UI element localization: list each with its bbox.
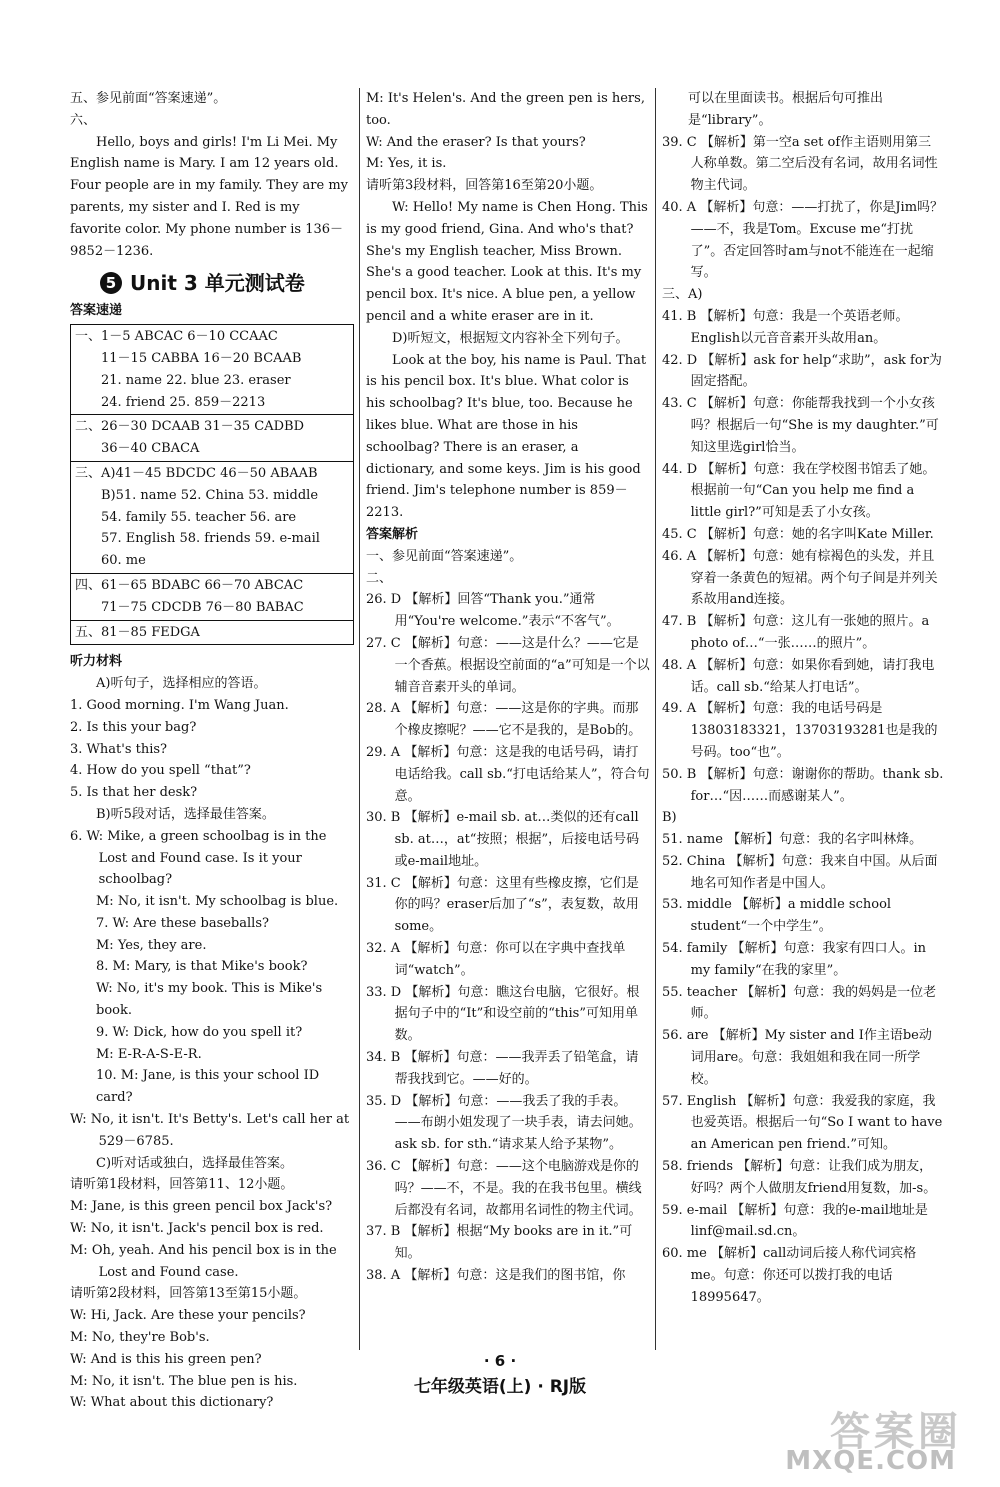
answer-line: 21. name 22. blue 23. eraser xyxy=(101,372,291,388)
text-line: 29. A 【解析】句意：这是我的电话号码，请打电话给我。call sb.“打电话给某人”，符合句意。 xyxy=(366,744,650,804)
text-line: 32. A 【解析】句意：你可以在字典中查找单词“watch”。 xyxy=(366,941,626,978)
listening-material xyxy=(70,673,354,1414)
text-line: 31. C 【解析】句意：这里有些橡皮擦，它们是你的吗？eraser后加了“s”，表复数，故用some。 xyxy=(366,875,639,935)
text-line: M: No, it isn't. The blue pen is his. xyxy=(70,1373,298,1389)
text-line: 一、参见前面“答案速递”。 xyxy=(366,548,523,564)
answer-line: 五、81－85 FEDGA xyxy=(75,624,200,640)
answer-line: 一、1－5 ABCAC 6－10 CCAAC xyxy=(75,329,278,345)
text-line: M: Yes, they are. xyxy=(96,937,207,953)
text-line: 二、 xyxy=(366,570,393,586)
column-divider xyxy=(359,88,360,1350)
text-line: 10. M: Jane, is this your school ID card? xyxy=(96,1068,324,1106)
text-line: W: Hi, Jack. Are these your pencils? xyxy=(70,1308,306,1324)
page-footer-title: 七年级英语(上) · RJ版 xyxy=(413,1377,587,1397)
text-line: W: What about this dictionary? xyxy=(70,1395,274,1411)
text-line: 可以在里面读书。根据后句可推出是“library”。 xyxy=(688,91,884,128)
answer-line: 71－75 CDCDB 76－80 BABAC xyxy=(101,599,304,615)
text-line: W: No, it isn't. Jack's pencil box is red. xyxy=(70,1221,324,1237)
answer-row xyxy=(71,415,353,462)
text-line: B)听5段对话，选择最佳答案。 xyxy=(96,806,275,822)
text-line: 30. B 【解析】e-mail sb. at…类似的还有call sb. at…，at“按照；根据”，后接电话号码或e-mail地址。 xyxy=(366,810,643,869)
text-line: 7. W: Are these baseballs? xyxy=(96,915,269,931)
unit-heading xyxy=(100,266,354,300)
text-line: 33. D 【解析】句意：瞧这台电脑，它很好。根据句子中的“It”和设空前的“this”可知用单数。 xyxy=(366,984,640,1044)
text-line: 28. A 【解析】句意：——这是你的字典。而那个橡皮擦呢？——它不是我的，是Bob的。 xyxy=(366,701,642,739)
text-line: 59. e-mail 【解析】句意：我的e-mail地址是linf@mail.sd.cn。 xyxy=(662,1202,928,1240)
text-line: 36. C 【解析】句意：——这个电脑游戏是你的吗？——不，不是。我的在我书包里。横线后都没有名词，故都用名词性的物主代词。 xyxy=(366,1159,642,1218)
text-line: 50. B 【解析】句意：谢谢你的帮助。thank sb. for…“因……而感谢某人”。 xyxy=(662,766,948,804)
text-line: 41. B 【解析】句意：我是一个英语老师。English以元音音素开头故用an。 xyxy=(662,308,909,346)
text-line: 六、 xyxy=(70,112,97,128)
text-line: 44. D 【解析】句意：我在学校图书馆丢了她。根据前一句“Can you help me find a little girl?”可知是丢了小女孩。 xyxy=(662,461,936,521)
text-line: 39. C 【解析】第一空a set of作主语则用第三人称单数。第二空后没有名词，故用名词性物主代词。 xyxy=(662,134,938,194)
column-3-content xyxy=(662,88,948,1309)
text-line: C)听对话或独白，选择最佳答案。 xyxy=(96,1155,294,1171)
text-line: 45. C 【解析】句意：她的名字叫Kate Miller. xyxy=(662,526,934,542)
text-line: 47. B 【解析】句意：这儿有一张她的照片。a photo of…“一张……的照片”。 xyxy=(662,614,934,651)
text-line: 42. D 【解析】ask for help“求助”，ask for为固定搭配。 xyxy=(662,352,942,390)
unit-number-badge: 5 xyxy=(100,272,122,294)
unit-title: Unit 3 单元测试卷 xyxy=(130,271,305,296)
text-line: 43. C 【解析】句意：你能帮我找到一个小女孩吗？根据后一句“She is my daughter.”可知这里选girl恰当。 xyxy=(662,396,939,455)
answer-line: 四、61－65 BDABC 66－70 ABCAC xyxy=(75,577,304,593)
text-line: W: No, it isn't. It's Betty's. Let's call her at 529－6785. xyxy=(70,1112,354,1149)
text-line: 57. English 【解析】句意：我爱我的家庭，我也爱英语。根据后一句“So I want to have an American pen friend.”可知。 xyxy=(662,1093,947,1153)
answers-heading: 答案速递 xyxy=(70,303,123,319)
answer-line: 57. English 58. friends 59. e-mail xyxy=(101,531,320,547)
text-line: 26. D 【解析】回答“Thank you.”通常用“You're welcome.”表示“不客气”。 xyxy=(366,592,620,630)
text-line: 请听第3段材料，回答第16至第20小题。 xyxy=(366,178,603,194)
column-2-content xyxy=(366,88,650,1287)
text-line: 2. Is this your bag? xyxy=(70,719,197,735)
answer-line: 54. family 55. teacher 56. are xyxy=(101,509,297,525)
text-line: 52. China 【解析】句意：我来自中国。从后面地名可知作者是中国人。 xyxy=(662,853,938,891)
section-heading: 答案解析 xyxy=(366,526,419,542)
text-line: 请听第2段材料，回答第13至第15小题。 xyxy=(70,1286,307,1302)
text-line: W: Hello! My name is Chen Hong. This is my good friend, Gina. And who's that? She's my English teacher, Miss Brown. She's a good teacher. Look at this. It's my pencil box. It's nice. A blue pen, a yellow pencil and a white eraser are in it. xyxy=(366,199,652,324)
answer-line: 三、A)41－45 BDCDC 46－50 ABAAB xyxy=(75,465,318,481)
answer-row xyxy=(71,325,353,415)
text-line: 38. A 【解析】句意：这是我们的图书馆，你 xyxy=(366,1268,626,1284)
text-line: D)听短文，根据短文内容补全下列句子。 xyxy=(392,330,629,346)
text-line: 40. A 【解析】句意：——打扰了，你是Jim吗？——不，我是Tom。Excuse me“打扰了”。否定回答时am与not不能连在一起缩写。 xyxy=(662,199,944,281)
text-line: 60. me 【解析】call动词后接人称代词宾格me。句意：你还可以拨打我的电话18995647。 xyxy=(662,1246,917,1305)
text-line: 37. B 【解析】根据“My books are in it.”可知。 xyxy=(366,1224,633,1262)
essay-paragraph: Hello, boys and girls! I'm Li Mei. My English name is Mary. I am 12 years old. Four people are in my family. They are my parents, my sister and I. Red is my favorite color. My phone number is 136－9852－1236. xyxy=(70,134,353,259)
text-line: 1. Good morning. I'm Wang Juan. xyxy=(70,697,289,713)
text-line: 五、参见前面“答案速递”。 xyxy=(70,91,227,106)
text-line: 55. teacher 【解析】句意：我的妈妈是一位老师。 xyxy=(662,984,937,1022)
text-line: W: And is this his green pen? xyxy=(70,1351,262,1367)
text-line: 49. A 【解析】句意：我的电话号码是13803183321，13703193281也是我的号码。too“也”。 xyxy=(662,701,938,760)
answer-line: 24. friend 25. 859－2213 xyxy=(101,394,266,410)
text-line: 48. A 【解析】句意：如果你看到她，请打我电话。call sb.“给某人打电话”。 xyxy=(662,657,935,695)
text-line: 53. middle 【解析】a middle school student“一个中学生”。 xyxy=(662,897,896,935)
text-line: 54. family 【解析】句意：我家有四口人。in my family“在我的家里”。 xyxy=(662,941,931,978)
answer-line: 60. me xyxy=(101,553,146,569)
watermark-site: MXQE.COM xyxy=(785,1446,956,1476)
column-2 xyxy=(366,88,650,1287)
text-line: 34. B 【解析】句意：——我弄丢了铅笔盒，请帮我找到它。——好的。 xyxy=(366,1050,639,1087)
text-line: 56. are 【解析】My sister and I作主语be动词用are。句意：我姐姐和我在同一所学校。 xyxy=(662,1028,932,1087)
text-line: 5. Is that her desk? xyxy=(70,785,198,801)
text-line: 9. W: Dick, how do you spell it? xyxy=(96,1024,303,1040)
page-number: · 6 · xyxy=(483,1352,517,1370)
text-line: W: No, it's my book. This is Mike's book. xyxy=(96,981,327,1019)
answer-line: 二、26－30 DCAAB 31－35 CADBD xyxy=(75,419,304,435)
answer-line: 11－15 CABBA 16－20 BCAAB xyxy=(101,350,302,366)
text-line: 三、A) xyxy=(662,287,703,303)
text-line: 4. How do you spell “that”? xyxy=(70,763,251,779)
watermark-logo: 答案圈 xyxy=(830,1409,962,1455)
text-line: 27. C 【解析】句意：——这是什么？——它是一个香蕉。根据设空前面的“a”可知是一个以辅音音素开头的单词。 xyxy=(366,635,650,695)
text-line: M: No, it isn't. My schoolbag is blue. xyxy=(96,894,339,910)
answer-row xyxy=(71,462,353,574)
text-line: M: E-R-A-S-E-R. xyxy=(96,1046,202,1062)
text-line: A)听句子，选择相应的答语。 xyxy=(96,676,267,692)
text-line: B) xyxy=(662,810,677,826)
text-line: M: No, they're Bob's. xyxy=(70,1330,210,1346)
answer-line: 36－40 CBACA xyxy=(101,441,200,457)
text-line: W: And the eraser? Is that yours? xyxy=(366,134,586,150)
answer-key-box xyxy=(70,324,354,645)
text-line: M: Oh, yeah. And his pencil box is in the Lost and Found case. xyxy=(70,1242,341,1280)
answer-row xyxy=(71,621,353,645)
text-line: 58. friends 【解析】句意：让我们成为朋友，好吗？两个人做朋友friend用复数，加-s。 xyxy=(662,1159,937,1196)
text-line: M: Yes, it is. xyxy=(366,156,447,172)
text-line: 35. D 【解析】句意：——我丢了我的手表。——布朗小姐发现了一块手表，请去问她。ask sb. for sth.“请求某人给予某物”。 xyxy=(366,1093,642,1153)
answer-row xyxy=(71,574,353,621)
text-line: M: Jane, is this green pencil box Jack's? xyxy=(70,1199,333,1215)
answer-line: B)51. name 52. China 53. middle xyxy=(101,487,319,503)
text-line: Look at the boy, his name is Paul. That is his pencil box. It's blue. What color is his schoolbag? It's blue, too. Because he likes blue. What are those in his schoolbag? There is an eraser, a dictionary, and some keys. Jim is his good friend. Jim's telephone number is 859－2213. xyxy=(366,352,651,521)
column-1 xyxy=(70,88,354,1414)
text-line: 8. M: Mary, is that Mike's book? xyxy=(96,959,308,975)
text-line: 请听第1段材料，回答第11、12小题。 xyxy=(70,1177,294,1193)
column-divider xyxy=(655,88,656,1350)
text-line: 51. name 【解析】句意：我的名字叫林烽。 xyxy=(662,832,923,848)
listening-heading: 听力材料 xyxy=(70,654,123,670)
text-line: 3. What's this? xyxy=(70,741,168,757)
text-line: 46. A 【解析】句意：她有棕褐色的头发，并且穿着一条黄色的短裙。两个句子间是并列关系故用and连接。 xyxy=(662,548,938,608)
text-line: 6. W: Mike, a green schoolbag is in the Lost and Found case. Is it your schoolbag? xyxy=(70,828,331,888)
text-line: M: It's Helen's. And the green pen is hers, too. xyxy=(366,91,650,128)
column-3 xyxy=(662,88,948,1309)
